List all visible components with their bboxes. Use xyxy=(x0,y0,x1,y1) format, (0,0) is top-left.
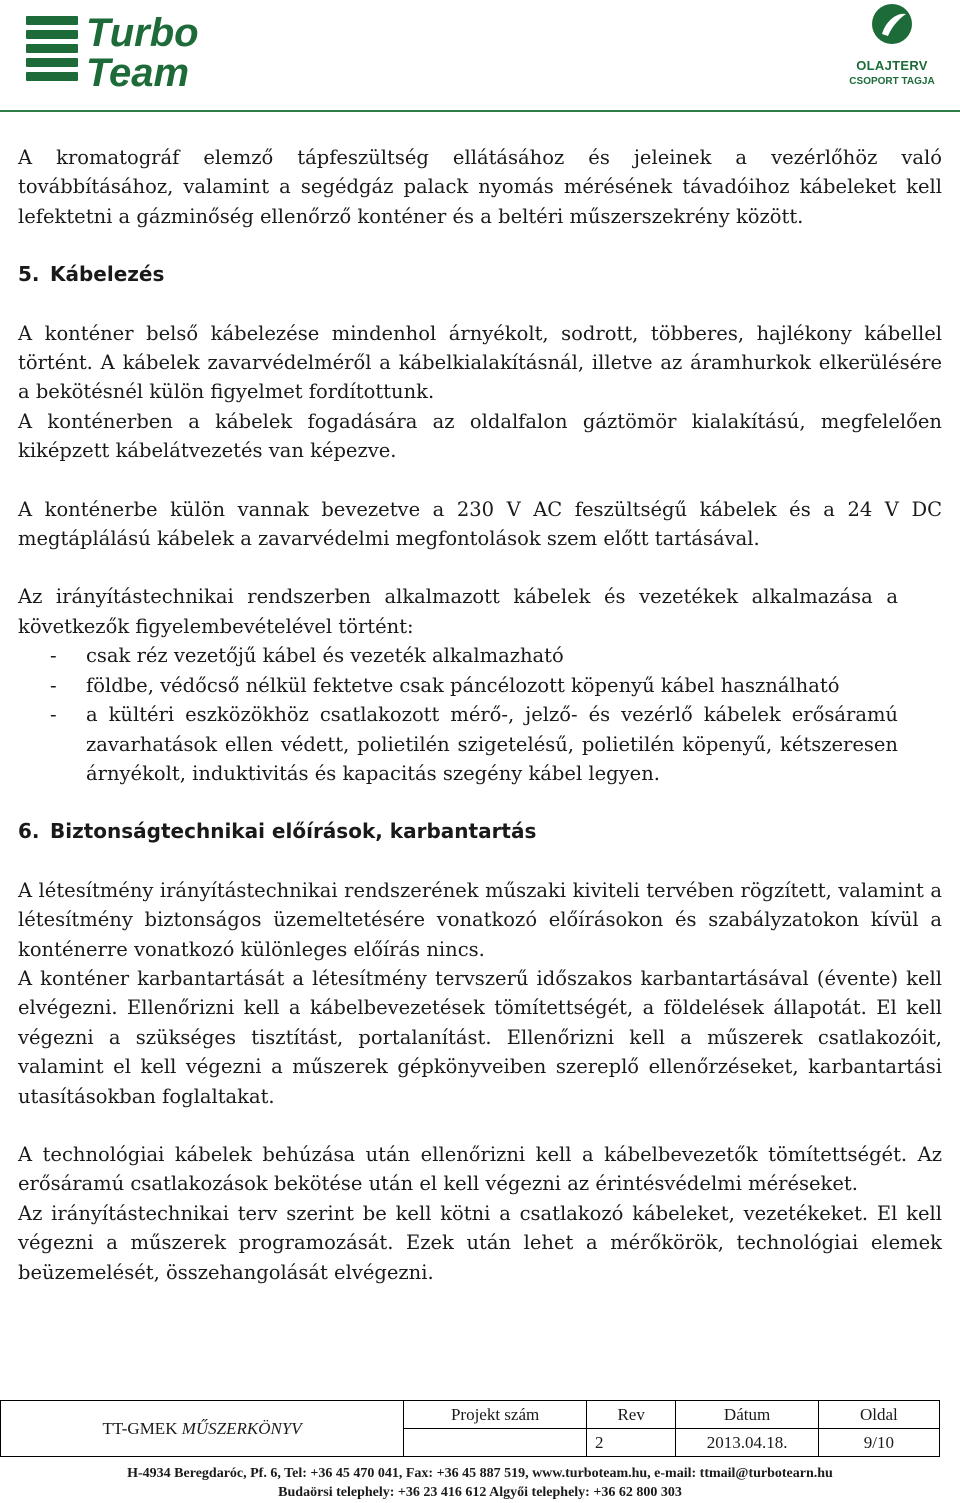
project-number-value xyxy=(404,1429,587,1457)
list-item-text: csak réz vezetőjű kábel és vezeték alkalmazható xyxy=(86,644,564,668)
project-number-header: Projekt szám xyxy=(404,1401,587,1429)
page-value: 9/10 xyxy=(818,1429,939,1457)
section-5-heading xyxy=(18,260,942,289)
document-title-cell xyxy=(1,1401,404,1457)
logo-text-team: Team xyxy=(86,51,190,94)
list-item: - csak réz vezetőjű kábel és vezeték alkalmazható xyxy=(50,644,564,668)
section-5-paragraph-4: Az irányítástechnikai rendszerben alkalmazott kábelek és vezetékek alkalmazása a következők figyelembevételével történt: xyxy=(18,585,898,638)
olajterv-subtitle: CSOPORT TAGJA xyxy=(849,76,935,87)
section-5-paragraph-3: A konténerbe külön vannak bevezetve a 230 V AC feszültségű kábelek és a 24 V DC megtáplálású kábelek a zavarvédelmi megfontolások szem előtt tartásával. xyxy=(18,497,942,551)
document-body xyxy=(18,143,942,1287)
section-6-paragraph-2: A konténer karbantartását a létesítmény tervszerű időszakos karbantartásával (évente) kell elvégezni. Ellenőrizni kell a kábelbevezetések tömítettségét, a földelések állapotát. El kell végezni a szükséges tisztítást, portalanítást. Ellenőrizni kell a műszerek csatlakozóit, valamint el kell végezni a műszerek gépkönyveiben szereplő ellenőrzéseket, karbantartási utasításokban foglaltakat. xyxy=(18,966,942,1108)
section-6-heading xyxy=(18,817,942,846)
section-5-title: Kábelezés xyxy=(50,262,165,287)
list-item: - földbe, védőcső nélkül fektetve csak páncélozott köpenyű kábel használható xyxy=(50,673,840,697)
section-5-paragraph-2: A konténerben a kábelek fogadására az oldalfalon gáztömör kialakítású, megfelelően kiképzett kábelátvezetés van képezve. xyxy=(18,409,942,463)
section-6-number: 6. xyxy=(18,819,40,844)
document-code: TT-GMEK xyxy=(102,1418,178,1438)
olajterv-name: OLAJTERV xyxy=(856,58,928,73)
intro-paragraph: A kromatográf elemző tápfeszültség ellátásához és jeleinek a vezérlőhöz való továbbításához, valamint a segédgáz palack nyomás mérésének távadóihoz kábeleket kell lefektetni a gázminőség ellenőrző konténer és a beltéri műszerszekrény között. xyxy=(18,146,942,228)
section-6-paragraph-3: A technológiai kábelek behúzása után ellenőrizni kell a kábelbevezetők tömítettségét. Az erősáramú csatlakozások bekötése után el kell végezni az érintésvédelmi méréseket. xyxy=(18,1142,942,1196)
logo-text-turbo: Turbo xyxy=(86,11,199,55)
branch-phones: Budaörsi telephely: +36 23 416 612 Algyői telephely: +36 62 800 303 xyxy=(278,1485,682,1500)
rev-value: 2 xyxy=(586,1429,675,1457)
turbo-team-logo xyxy=(22,8,332,94)
date-header: Dátum xyxy=(676,1401,818,1429)
company-address: H-4934 Beregdaróc, Pf. 6, Tel: +36 45 470 041, Fax: +36 45 887 519, www.turboteam.hu, e-mail: ttmail@turbotearn.hu xyxy=(127,1466,833,1481)
document-name: MŰSZERKÖNYV xyxy=(181,1418,302,1438)
list-item-text: a kültéri eszközökhöz csatlakozott mérő-, jelző- és vezérlő kábelek erősáramú zavarhatások ellen védett, polietilén szigetelésű, polietilén köpenyű, kétszeresen árnyékolt, induktivitás és kapacitás szegény kábel legyen. xyxy=(86,703,898,785)
rev-header: Rev xyxy=(586,1401,675,1429)
document-footer-table xyxy=(0,1400,940,1457)
section-5-number: 5. xyxy=(18,262,40,287)
page-header: Oldal xyxy=(818,1401,939,1429)
list-item: - a kültéri eszközökhöz csatlakozott mérő-, jelző- és vezérlő kábelek erősáramú zavarhatások ellen védett, polietilén szigetelésű, polietilén köpenyű, kétszeresen árnyékolt, induktivitás és kapacitás szegény kábel legyen. xyxy=(50,703,898,785)
list-item-text: földbe, védőcső nélkül fektetve csak páncélozott köpenyű kábel használható xyxy=(86,673,840,697)
section-6-paragraph-1: A létesítmény irányítástechnikai rendszerének műszaki kiviteli tervében rögzített, valamint a létesítmény biztonságos üzemeltetésére vonatkozó előírásokon és szabályzatokon kívül a konténerre vonatkozó különleges előírás nincs. xyxy=(18,878,942,961)
header-divider xyxy=(0,110,960,112)
date-value: 2013.04.18. xyxy=(676,1429,818,1457)
section-5-paragraph-1: A konténer belső kábelezése mindenhol árnyékolt, sodrott, többeres, hajlékony kábellel történt. A kábelek zavarvédelméről a kábelkialakításnál, illetve az áramhurkok elkerülésére a bekötésnél külön figyelmet fordítottunk. xyxy=(18,321,942,404)
section-6-title: Biztonságtechnikai előírások, karbantartás xyxy=(50,819,537,844)
cable-requirements-list xyxy=(18,641,942,788)
section-6-paragraph-4: Az irányítástechnikai terv szerint be kell kötni a csatlakozó kábeleket, vezetékeket. El kell végezni a műszerek programozását. Ezek után lehet a mérőkörök, technológiai elemek beüzemelését, összehangolását elvégezni. xyxy=(18,1201,942,1284)
